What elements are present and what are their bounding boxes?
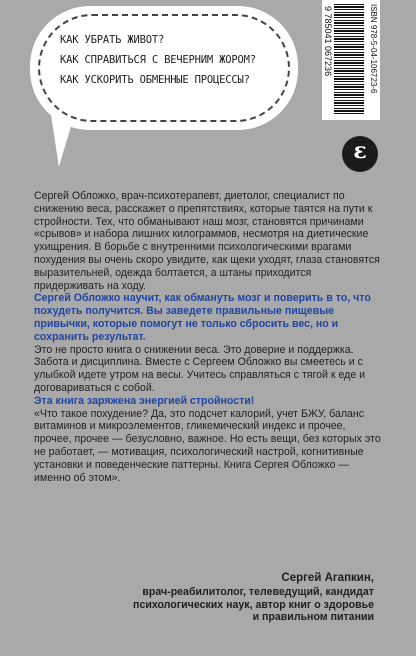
description-paragraph: Сергей Обложко, врач-психотерапевт, диетолог, специалист по снижению веса, расскажет о препятствиях, которые таятся на пути к стройности. Тех, что обманывают наш мозг, становятся причинами «срывов» и набора лишних килограммов, несмотря на диетические ухищрения. В борьбе с внутренними психологическими врагами похудения вы очень скоро увидите, как щеки уходят, глаза становятся выразительней, одежда болтается, а штаны приходится придерживать на ходу. [34, 190, 380, 292]
author-title-line-1: врач-реабилитолог, телеведущий, кандидат [142, 585, 374, 598]
logo-glyph: ɛ [353, 138, 367, 164]
question-list [60, 30, 290, 90]
author-name: Сергей Агапкин, [281, 572, 374, 584]
review-quote: «Что такое похудение? Да, это подсчет калорий, учет БЖУ, баланс витаминов и микроэлементов, гликемический индекс и прочее, прочее, прочее — безусловно, важное. Но есть вещи, без которых это не работает, — мотивация, психологический настрой, когнитивные установки и поведенческие паттерны. Книга Сергея Обложко — именно об этом». [34, 407, 381, 484]
body-paragraph: Это не просто книга о снижении веса. Это доверие и поддержка. Забота и дисциплина. Вместе с Сергеем Обложко вы смеетесь и с улыбкой идете утром на весы. Учитесь справляться с тягой к еде и договариваться с собой. [34, 343, 366, 394]
publisher-logo-icon [342, 136, 378, 172]
tagline: Эта книга заряжена энергией стройности! [34, 394, 255, 407]
quote-author [133, 572, 374, 624]
barcode-icon [334, 4, 364, 116]
author-title-line-2: психологических наук, автор книг о здоровье [133, 598, 374, 611]
question-1: КАК УБРАТЬ ЖИВОТ? [60, 34, 165, 46]
question-3: КАК УСКОРИТЬ ОБМЕННЫЕ ПРОЦЕССЫ? [60, 74, 250, 86]
barcode-digits: 9 785041 067236 [323, 6, 333, 77]
speech-bubble-tail [41, 116, 72, 168]
question-2: КАК СПРАВИТЬСЯ С ВЕЧЕРНИМ ЖОРОМ? [60, 54, 256, 66]
author-title-line-3: и правильном питании [252, 611, 374, 624]
isbn-label: ISBN 978-5-04-106723-6 [369, 4, 378, 94]
back-cover-text [34, 190, 384, 484]
highlight-paragraph: Сергей Обложко научит, как обмануть мозг и поверить в то, что похудеть получится. Вы заведете правильные пищевые привычки, которые помогут не только сбросить вес, но и сохранить результат. [34, 292, 371, 343]
